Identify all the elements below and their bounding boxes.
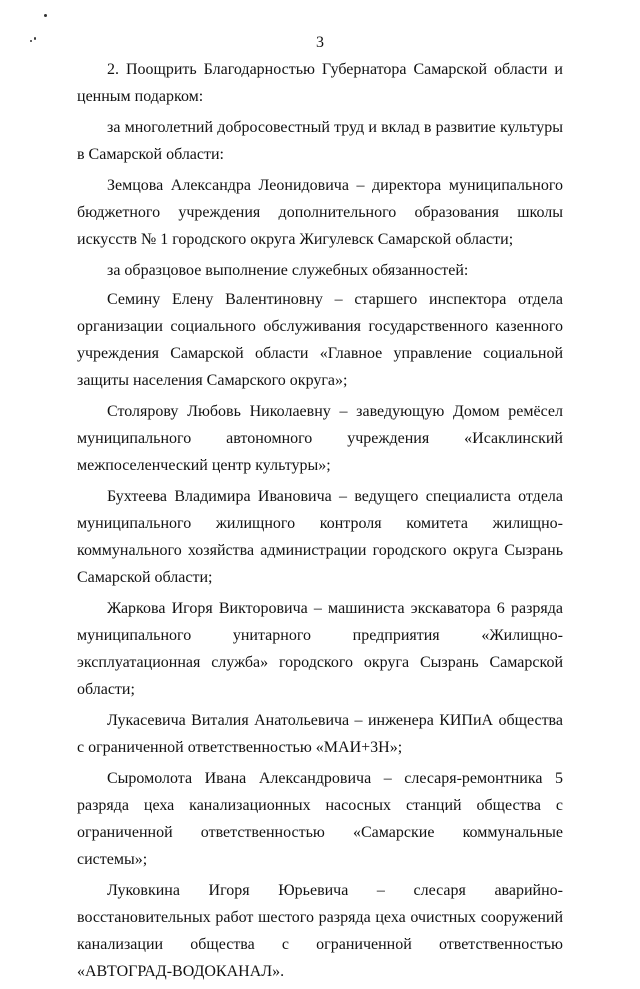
paragraph-category-service: за образцовое выполнение служебных обязанностей: <box>107 262 469 279</box>
paragraph-category-culture: за многолетний добросовестный труд и вклад в развитие культуры в Самарской области: <box>77 119 563 163</box>
paragraph-award-intro: 2. Поощрить Благодарностью Губернатора Самарской области и ценным подарком: <box>77 61 563 105</box>
document-body <box>77 56 563 989</box>
paragraph-awardee-bukhteev: Бухтеева Владимира Ивановича – ведущего специалиста отдела муниципального жилищного контроля комитета жилищно-коммунального хозяйства администрации городского округа Сызрань Самарской области; <box>77 488 563 586</box>
paragraph-awardee-zemtsov: Земцова Александра Леонидовича – директора муниципального бюджетного учреждения дополнительного образования школы искусств № 1 городского округа Жигулевск Самарской области; <box>77 177 563 248</box>
paragraph-awardee-lukovkin: Луковкина Игоря Юрьевича – слесаря аварийно-восстановительных работ шестого разряда цеха очистных сооружений канализации общества с ограниченной ответственностью «АВТОГРАД-ВОДОКАНАЛ». <box>77 882 563 980</box>
paragraph-awardee-stolyarova: Столярову Любовь Николаевну – заведующую Домом ремёсел муниципального автономного учреждения «Исаклинский межпоселенческий центр культуры»; <box>77 403 563 474</box>
paragraph-awardee-semina: Семину Елену Валентиновну – старшего инспектора отдела организации социального обслуживания государственного казенного учреждения Самарской области «Главное управление социальной защиты населения Самарского округа»; <box>77 291 563 389</box>
paragraph-awardee-lukasevich: Лукасевича Виталия Анатольевича – инженера КИПиА общества с ограниченной ответственностью «МАИ+3Н»; <box>77 712 563 756</box>
page-number: 3 <box>316 34 324 51</box>
paragraph-awardee-syromolot: Сыромолота Ивана Александровича – слесаря-ремонтника 5 разряда цеха канализационных насосных станций общества с ограниченной ответственностью «Самарские коммунальные системы»; <box>77 770 563 868</box>
paragraph-awardee-zharkov: Жаркова Игоря Викторовича – машиниста экскаватора 6 разряда муниципального унитарного предприятия «Жилищно-эксплуатационная служба» городского округа Сызрань Самарской области; <box>77 600 563 698</box>
scan-speck <box>44 14 47 17</box>
